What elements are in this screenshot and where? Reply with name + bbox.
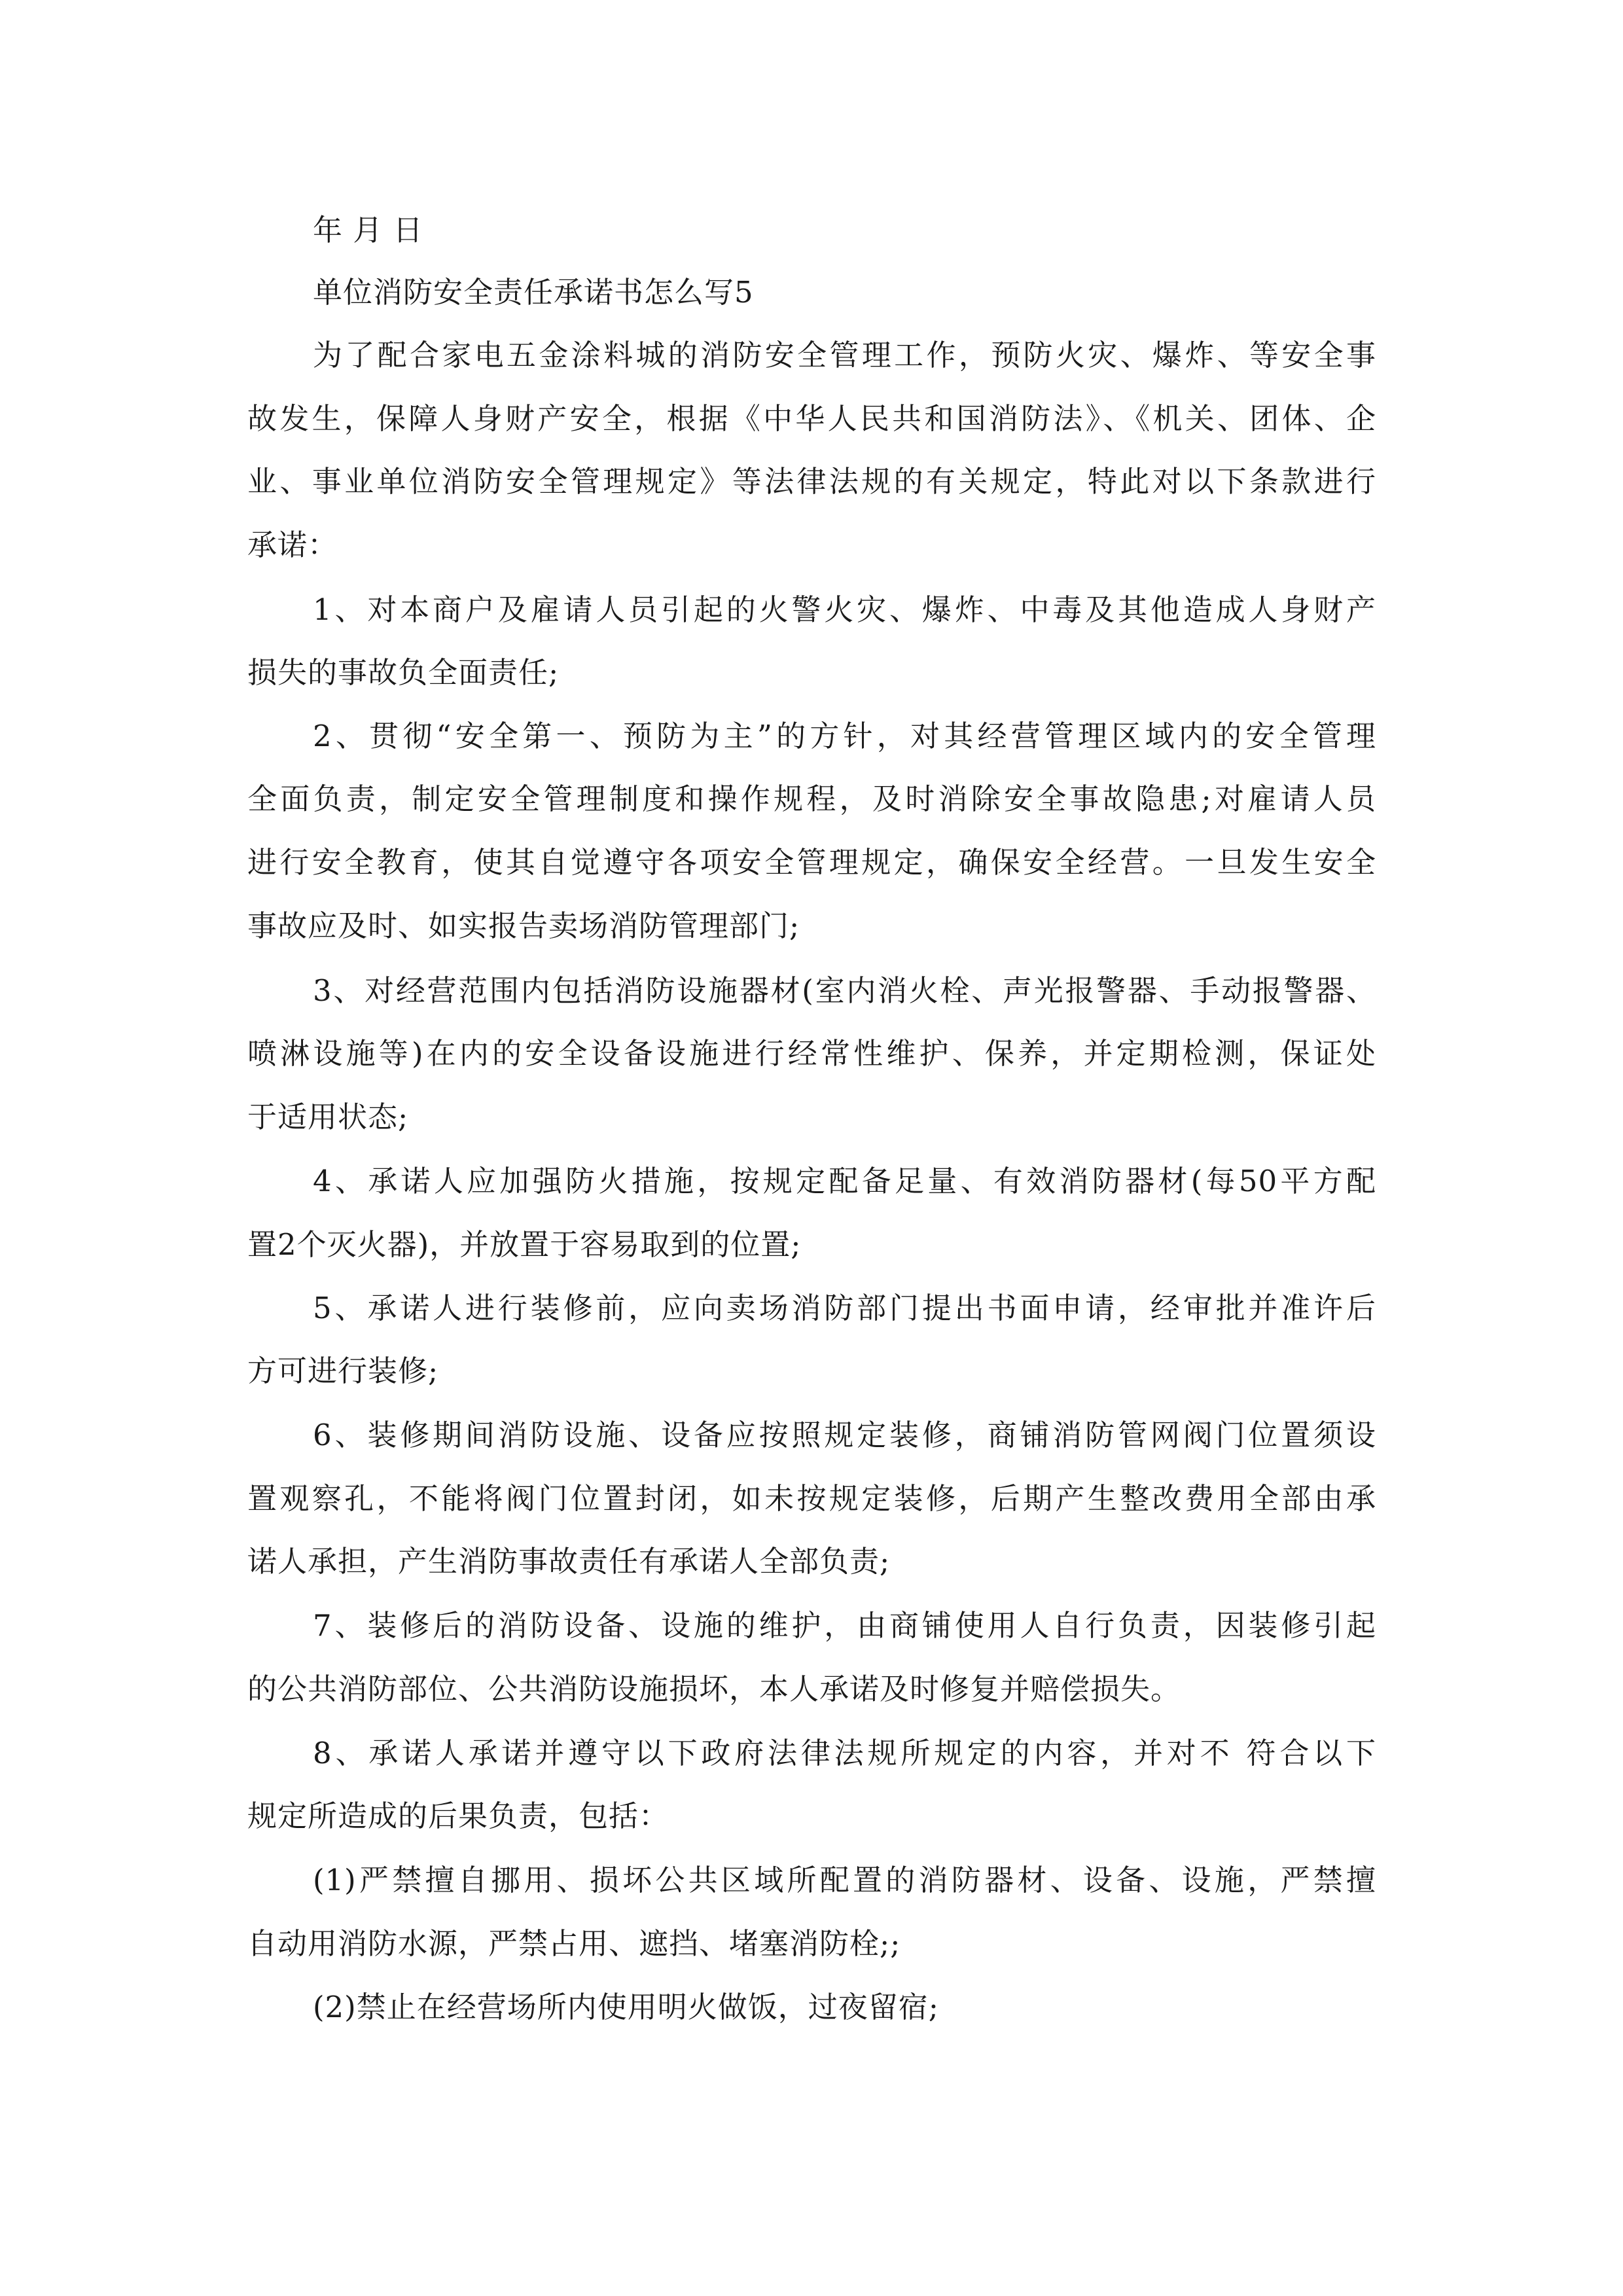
paragraph-line: 事故应及时、如实报告卖场消防管理部门; <box>247 908 800 943</box>
paragraph-line: 业、事业单位消防安全管理规定》等法律法规的有关规定，特此对以下条款进行 <box>247 464 1376 499</box>
paragraph-line: (1)严禁擅自挪用、损坏公共区域所配置的消防器材、设备、设施，严禁擅 <box>313 1863 1376 1897</box>
paragraph-line: 为了配合家电五金涂料城的消防安全管理工作，预防火灾、爆炸、等安全事 <box>313 338 1376 372</box>
paragraph-line: (2)禁止在经营场所内使用明火做饭，过夜留宿; <box>313 1990 939 2024</box>
paragraph-line: 2、贯彻“安全第一、预防为主”的方针，对其经营管理区域内的安全管理 <box>313 719 1376 753</box>
document-title: 单位消防安全责任承诺书怎么写5 <box>313 275 754 310</box>
paragraph-line: 喷淋设施等)在内的安全设备设施进行经常性维护、保养，并定期检测，保证处 <box>247 1036 1376 1071</box>
paragraph-line: 4、承诺人应加强防火措施，按规定配备足量、有效消防器材(每50平方配 <box>313 1164 1376 1198</box>
paragraph-line: 进行安全教育，使其自觉遵守各项安全管理规定，确保安全经营。一旦发生安全 <box>247 845 1376 880</box>
paragraph-line: 置观察孔，不能将阀门位置封闭，如未按规定装修，后期产生整改费用全部由承 <box>247 1481 1376 1516</box>
paragraph-line: 损失的事故负全面责任; <box>247 655 560 690</box>
paragraph-line: 诺人承担，产生消防事故责任有承诺人全部负责; <box>247 1544 891 1579</box>
paragraph-line: 于适用状态; <box>247 1100 409 1134</box>
paragraph-line: 的公共消防部位、公共消防设施损坏，本人承诺及时修复并赔偿损失。 <box>247 1672 1181 1706</box>
paragraph-line: 6、装修期间消防设施、设备应按照规定装修，商铺消防管网阀门位置须设 <box>313 1418 1376 1452</box>
paragraph-line: 自动用消防水源，严禁占用、遮挡、堵塞消防栓;; <box>247 1926 901 1961</box>
paragraph-line: 方可进行装修; <box>247 1354 439 1388</box>
paragraph-line: 8、承诺人承诺并遵守以下政府法律法规所规定的内容，并对不 符合以下 <box>313 1736 1376 1770</box>
paragraph-line: 置2个灭火器)，并放置于容易取到的位置; <box>247 1227 802 1262</box>
paragraph-line: 1、对本商户及雇请人员引起的火警火灾、爆炸、中毒及其他造成人身财产 <box>313 592 1376 627</box>
date-line: 年 月 日 <box>313 213 423 247</box>
paragraph-line: 故发生，保障人身财产安全，根据《中华人民共和国消防法》、《机关、团体、企 <box>247 401 1376 436</box>
paragraph-line: 5、承诺人进行装修前，应向卖场消防部门提出书面申请，经审批并准许后 <box>313 1291 1376 1325</box>
paragraph-line: 7、装修后的消防设备、设施的维护，由商铺使用人自行负责，因装修引起 <box>313 1608 1376 1643</box>
paragraph-line: 承诺： <box>247 528 338 562</box>
paragraph-line: 3、对经营范围内包括消防设施器材(室内消火栓、声光报警器、手动报警器、 <box>313 973 1376 1008</box>
paragraph-line: 规定所造成的后果负责，包括： <box>247 1799 669 1833</box>
paragraph-line: 全面负责，制定安全管理制度和操作规程，及时消除安全事故隐患;对雇请人员 <box>247 781 1376 816</box>
